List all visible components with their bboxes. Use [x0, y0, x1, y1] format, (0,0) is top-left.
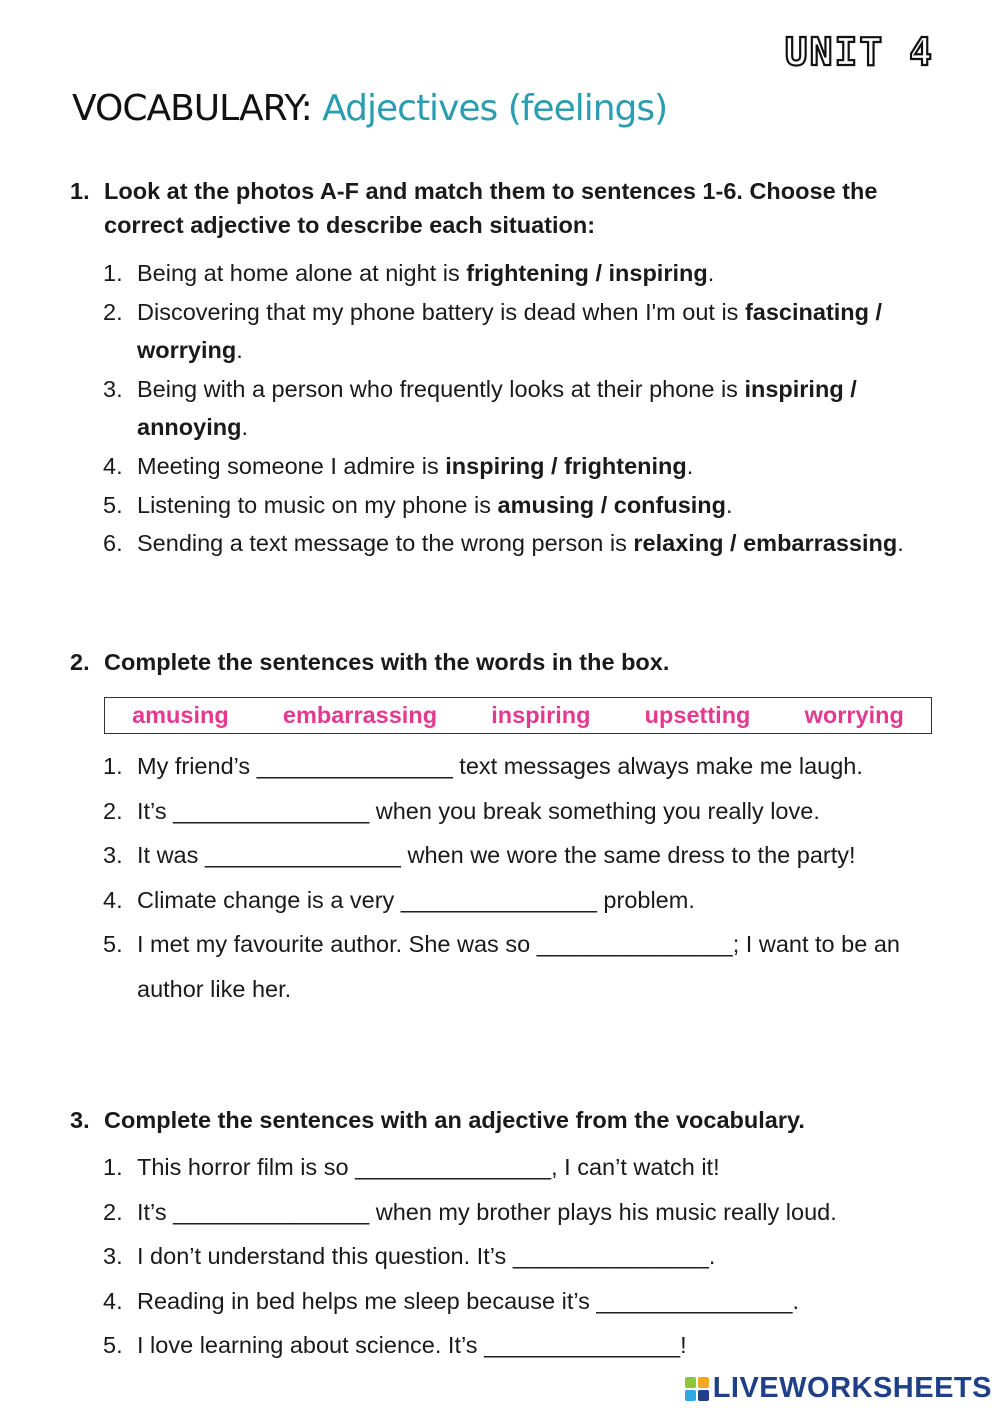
answer-blank[interactable]: _______________ — [596, 1287, 793, 1314]
exercise-2 — [70, 645, 940, 1012]
answer-blank[interactable]: _______________ — [355, 1154, 552, 1180]
answer-blank[interactable]: _______________ — [256, 753, 453, 779]
list-item: 6. Sending a text message to the wrong person is relaxing / embarrassing. — [103, 530, 904, 557]
exercise-3-instruction: 3. Complete the sentences with an adjective from the vocabulary. — [70, 1107, 805, 1133]
answer-blank[interactable]: _______________ — [512, 1243, 709, 1270]
word-box-item[interactable]: upsetting — [644, 702, 751, 728]
list-item: 2. It’s _______________ when you break something you really love. — [103, 797, 820, 824]
word-box-item[interactable]: amusing — [132, 702, 229, 728]
exercise-1 — [70, 174, 940, 563]
choice-options[interactable]: relaxing / embarrassing — [633, 530, 898, 557]
exercise-2-instruction: 2. Complete the sentences with the words in the box. — [70, 649, 670, 675]
page-title — [72, 88, 667, 129]
answer-blank[interactable]: _______________ — [204, 842, 401, 869]
list-item: 4. Meeting someone I admire is inspiring / frightening. — [103, 452, 694, 479]
list-item: 5. Listening to music on my phone is amusing / confusing. — [103, 491, 733, 518]
answer-blank[interactable]: _______________ — [173, 1198, 370, 1225]
exercise-3-list — [103, 1145, 940, 1368]
list-item: 3. It was _______________ when we wore the same dress to the party! — [103, 842, 856, 869]
choice-options[interactable]: inspiring / frightening — [445, 452, 687, 479]
answer-blank[interactable]: _______________ — [536, 931, 733, 958]
word-box-item[interactable]: inspiring — [491, 702, 591, 728]
choice-options[interactable]: fascinating / worrying — [137, 298, 883, 364]
list-item: 4. Reading in bed helps me sleep because it’s _______________. — [103, 1287, 799, 1314]
logo-text: LIVEWORKSHEETS — [712, 1372, 992, 1404]
word-box — [104, 697, 932, 734]
list-item: 2. Discovering that my phone battery is dead when I'm out is fascinating / worrying. — [103, 298, 883, 364]
answer-blank[interactable]: _______________ — [173, 797, 370, 824]
liveworksheets-logo[interactable] — [685, 1372, 992, 1405]
choice-options[interactable]: inspiring / annoying — [137, 375, 857, 441]
word-box-item[interactable]: embarrassing — [282, 702, 438, 728]
title-subtitle: Adjectives (feelings) — [322, 88, 668, 129]
exercise-1-list — [103, 254, 940, 563]
unit-label: UNIT 4 — [784, 30, 934, 74]
exercise-1-instruction: 1. Look at the photos A-F and match them to sentences 1-6. Choose the correct adjective to describe each situation: — [70, 178, 878, 238]
answer-blank[interactable]: _______________ — [484, 1332, 681, 1359]
answer-blank[interactable]: _______________ — [400, 886, 597, 913]
list-item: 5. I love learning about science. It’s _______________! — [103, 1332, 687, 1359]
list-item: 3. Being with a person who frequently looks at their phone is inspiring / annoying. — [103, 375, 857, 441]
exercise-2-list — [103, 744, 940, 1012]
list-item: 1. This horror film is so _______________, I can’t watch it! — [103, 1154, 720, 1180]
list-item: 1. My friend’s _______________ text messages always make me laugh. — [103, 753, 863, 779]
logo-icon — [685, 1377, 709, 1401]
word-box-item[interactable]: worrying — [804, 702, 904, 728]
list-item: 2. It’s _______________ when my brother plays his music really loud. — [103, 1198, 837, 1225]
title-label: VOCABULARY: — [72, 88, 312, 129]
list-item: 3. I don’t understand this question. It’s _______________. — [103, 1243, 716, 1270]
choice-options[interactable]: frightening / inspiring — [466, 260, 708, 286]
exercise-3 — [70, 1103, 940, 1368]
list-item: 4. Climate change is a very _______________ problem. — [103, 886, 695, 913]
choice-options[interactable]: amusing / confusing — [497, 491, 727, 518]
list-item: 5. I met my favourite author. She was so _______________; I want to be an author like her. — [103, 931, 900, 1002]
list-item: 1. Being at home alone at night is frightening / inspiring. — [103, 260, 715, 286]
